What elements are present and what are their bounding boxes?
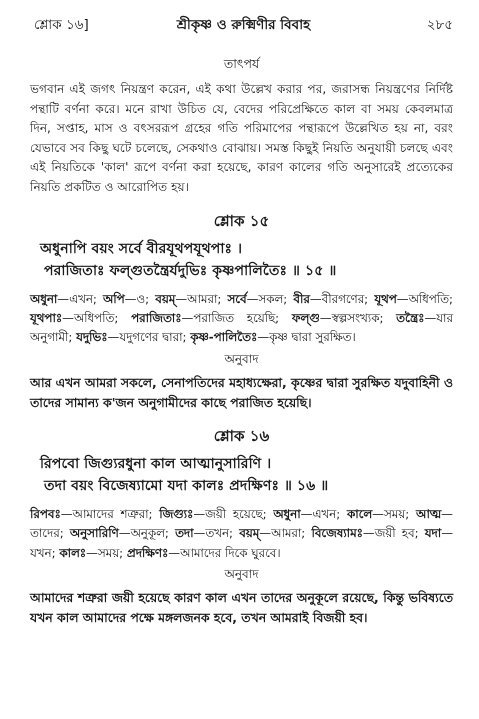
synonym-meaning: —তখন; [193,526,240,541]
verse-15-translation-heading: অনুবাদ [224,351,259,366]
verse-15-line-2: পরাজিতাঃ ফল্গুতন্ত্রৈর্যদুভিঃ কৃষ্ণপালিতৈঃ ॥ ১৫ ॥ [44,262,337,279]
synonym-meaning: —বীরগণের; [309,291,375,306]
synonym-word: জিগ্যুঃ [159,506,194,521]
verse-15-line-1: অধুনাপি বয়ং সর্বে বীরযূথপযূথপাঃ । [40,240,243,257]
synonym-meaning: —এখন; [300,506,347,521]
verse-16-line-2: তদা বয়ং বিজেষ্যামো যদা কালঃ প্রদক্ষিণঃ ॥ ১৬ ॥ [44,477,329,494]
synonym-word: বিজেষ্যামঃ [311,526,363,541]
synonym-word: তদা [175,526,194,541]
synonym-meaning: —সময়; [86,545,127,560]
verse-16-synonyms [30,505,453,563]
synonym-meaning: —তাদের; [30,506,453,541]
synonym-word: ফল্গু [291,310,320,325]
synonym-meaning: —আমাদের দিকে ঘুরবে। [168,545,281,560]
verse-reference: শ্লোক ১৬] [34,17,89,33]
synonym-meaning: —পরাজিত হয়েছি; [181,310,292,325]
verse-16-heading: শ্লোক ১৬ [213,426,270,445]
synonym-meaning: —আমাদের শত্রুরা; [60,506,160,521]
verse-16-line-1: রিপবো জিগ্যুরধুনা কাল আত্মানুসারিণি । [40,455,272,472]
synonym-word: যদুভিঃ [76,330,108,345]
synonym-word: তন্ত্রৈঃ [396,310,425,325]
synonym-word: পরাজিতাঃ [131,310,182,325]
synonym-meaning: —আমরা; [175,291,228,306]
synonym-word: কালঃ [59,545,87,560]
synonym-meaning: —যদুগণের দ্বারা; [107,330,191,345]
purport-heading: তাৎপর্য [223,56,260,71]
synonym-meaning: —এখন; [57,291,104,306]
verse-15-text [30,238,453,282]
chapter-title: শ্রীকৃষ্ণ ও রুক্মিণীর বিবাহ [176,17,311,33]
synonym-meaning: —সময়; [372,506,417,521]
synonym-meaning: —আমরা; [259,526,312,541]
synonym-word: আত্ম [416,506,442,521]
page-content [30,56,453,628]
synonym-word: অপি [103,291,125,306]
synonym-word: সর্বে [227,291,247,306]
synonym-meaning: —অধিপতি; [396,291,454,306]
synonym-word: কৃষ্ণ-পালিতৈঃ [190,330,258,345]
synonym-meaning: —যখন; [30,526,453,560]
synonym-word: প্রদক্ষিণঃ [126,545,169,560]
synonym-meaning: —স্বল্পসংখ্যক; [319,310,397,325]
synonym-word: যদা [424,526,442,541]
synonym-word: অধুনা [273,506,301,521]
synonym-meaning: —যার অনুগামী; [30,310,453,345]
verse-15-translation: আর এখন আমরা সকলে, সেনাপতিদের মহাধ্যক্ষেরা, কৃষ্ণের দ্বারা সুরক্ষিত যদুবাহিনী ও তাদের সামান্য ক'জন অনুগামীদের কাছে পরাজিত হয়েছি। [30,374,454,410]
synonym-meaning: —জয়ী হয়েছে; [193,506,274,521]
purport-text: ভগবান এই জগৎ নিয়ন্ত্রণ করেন, এই কথা উল্লেখ করার পর, জরাসন্ধ নিয়ন্ত্রণের নির্দিষ্ট পন্থাটি বর্ণনা করে। মনে রাখা উচিত যে, বেদের পরিপ্রেক্ষিতে কাল বা সময় কেবলমাত্র দিন, সপ্তাহ, মাস ও বৎসররূপ গ্রহের গতি পরিমাপের পন্থারূপে উল্লেখিত হয় না, বরং যেভাবে সব কিছু ঘটে চলেছে, সেকথাও বোঝায়। সমস্ত কিছুই নিয়তি অনুযায়ী চলছে এবং এই নিয়তিকে 'কাল' রূপে বর্ণনা করা হয়েছে, কারণ কালের গতি অনুসারেই প্রত্যেকের নিয়তি প্রকটিত ও আরোপিত হয়। [30,82,453,194]
verse-15-heading: শ্লোক ১৫ [213,211,270,230]
page-header [34,14,453,34]
synonym-meaning: —জয়ী হব; [362,526,425,541]
verse-16-translation: আমাদের শত্রুরা জয়ী হয়েছে কারণ কাল এখন তাদের অনুকূলে রয়েছে, কিন্তু ভবিষ্যতে যখন কাল আমাদের পক্ষে মঙ্গলজনক হবে, তখন আমরাই বিজয়ী হব। [30,590,453,625]
synonym-meaning: —ও; [124,291,156,306]
verse-16-translation-heading: অনুবাদ [224,567,259,581]
synonym-word: বীর [293,291,310,306]
synonym-meaning: —অনুকূল; [118,526,176,541]
synonym-word: রিপবঃ [30,506,61,521]
synonym-word: যূথপ [374,291,397,306]
synonym-word: অধুনা [30,291,58,306]
synonym-word: অনুসারিণি [69,526,119,541]
verse-16-text [30,453,453,497]
synonym-word: বয়ম্ [155,291,176,306]
synonym-word: যূথপাঃ [30,310,63,325]
synonym-word: কালে [346,506,373,521]
synonym-meaning: —অধিপতি; [62,310,132,325]
page-number: ২৮৫ [426,17,453,33]
synonym-meaning: —কৃষ্ণ দ্বারা সুরক্ষিত। [257,330,356,345]
synonym-meaning: —সকল; [246,291,294,306]
verse-15-synonyms [30,290,453,348]
synonym-word: বয়ম্ [239,526,260,541]
